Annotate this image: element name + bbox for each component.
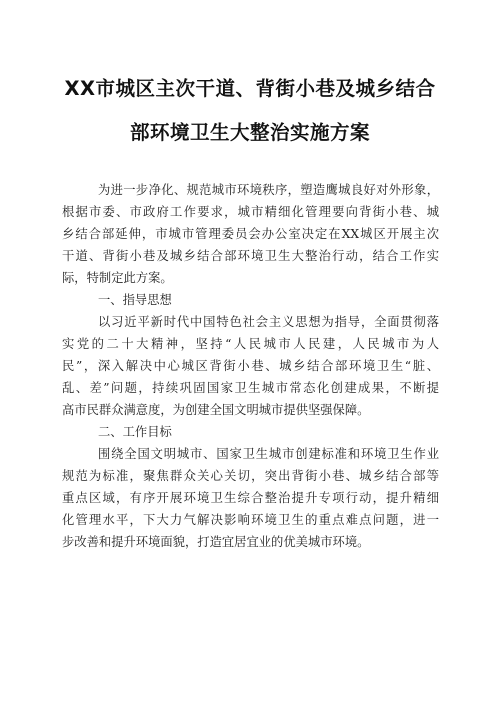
section1-line: 高市民群众满意度，为创建全国文明城市提供坚强保障。 — [62, 403, 370, 417]
section2-line: 规范为标准，聚焦群众关心关切，突出背街小巷、城乡结合部等 — [62, 469, 439, 483]
intro-line: 乡结合部延伸，市城市管理委员会办公室决定在XX城区开展主次 — [62, 227, 439, 241]
intro-line: 根据市委、市政府工作要求，城市精细化管理要向背街小巷、城 — [62, 205, 439, 219]
intro-line: 为进一步净化、规范城市环境秩序，塑造鹰城良好对外形象， — [98, 183, 439, 197]
section2-line: 重点区域，有序开展环境卫生综合整治提升专项行动，提升精细 — [62, 491, 439, 505]
section2-line: 围绕全国文明城市、国家卫生城市创建标准和环境卫生作业 — [98, 447, 439, 461]
document-title-line-2: 部环境卫生大整治实施方案 — [129, 121, 370, 144]
document-body — [62, 179, 439, 553]
section2-line: 化管理水平，下大力气解决影响环境卫生的重点难点问题，进一 — [62, 513, 439, 527]
section1-line: 乱、差”问题，持续巩固国家卫生城市常态化创建成果，不断提 — [62, 381, 439, 395]
intro-line: 干道、背街小巷及城乡结合部环境卫生大整治行动，结合工作实 — [62, 249, 439, 263]
section-heading-work-goals: 二、工作目标 — [98, 425, 172, 439]
section1-line: 实党的二十大精神，坚持“人民城市人民建，人民城市为人 — [62, 337, 439, 351]
section1-line: 民”，深入解决中心城区背街小巷、城乡结合部环境卫生“脏、 — [62, 359, 439, 373]
section1-line: 以习近平新时代中国特色社会主义思想为指导，全面贯彻落 — [98, 315, 439, 329]
section2-line: 步改善和提升环境面貌，打造宜居宜业的优美城市环境。 — [62, 535, 370, 549]
document-title-line-1: XX市城区主次干道、背街小巷及城乡结合 — [64, 77, 436, 100]
section-heading-guiding-ideology: 一、指导思想 — [98, 293, 172, 307]
intro-line: 际，特制定此方案。 — [62, 271, 173, 285]
